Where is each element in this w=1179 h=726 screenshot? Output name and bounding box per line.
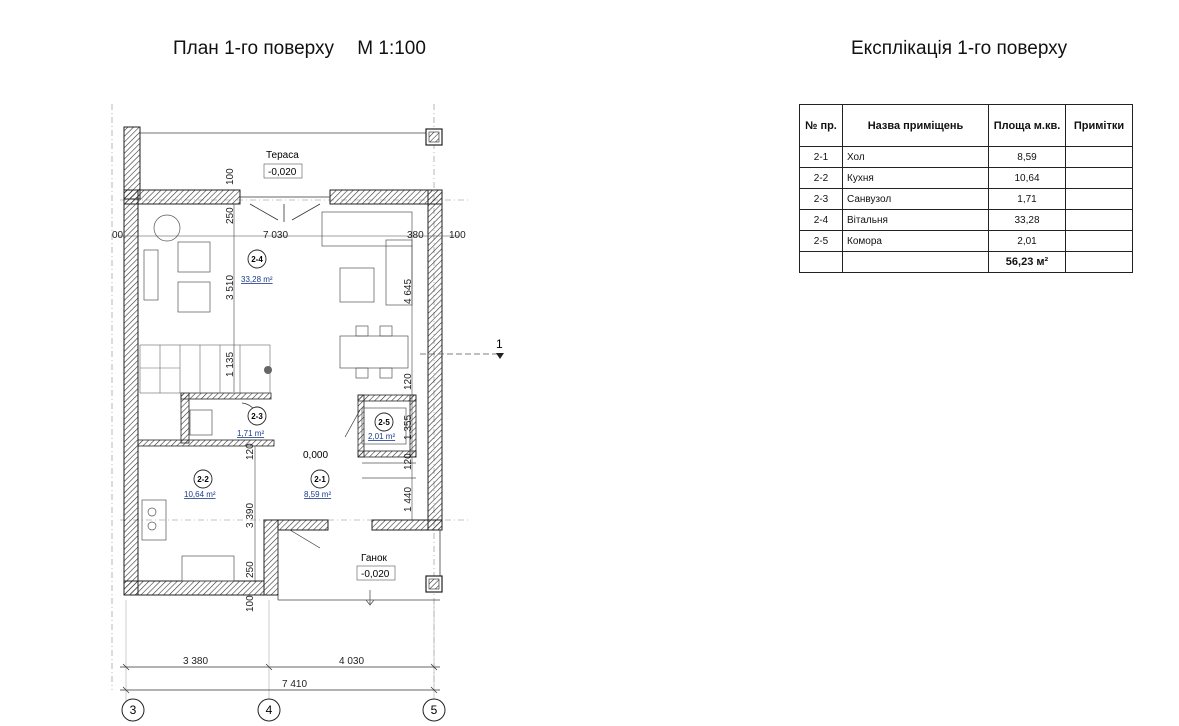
- cell-note: [1066, 147, 1133, 168]
- cell-area: 33,28: [989, 210, 1066, 231]
- svg-text:1,71 m²: 1,71 m²: [237, 429, 265, 438]
- svg-text:2-5: 2-5: [378, 418, 390, 427]
- svg-text:2-2: 2-2: [197, 475, 209, 484]
- axis-marker-3: [122, 699, 144, 721]
- plan-scale: М 1:100: [357, 38, 426, 59]
- dim-120-right-a: 120: [403, 373, 414, 390]
- cell-name: Вітальня: [843, 210, 989, 231]
- floor-level: 0,000: [303, 450, 329, 461]
- room-marker-2-2: [184, 470, 216, 499]
- table-row: [800, 189, 1133, 210]
- table-row: [800, 147, 1133, 168]
- dim-3390: 3 390: [245, 502, 256, 528]
- svg-text:2-3: 2-3: [251, 412, 263, 421]
- table-row: [800, 231, 1133, 252]
- svg-text:33,28 m²: 33,28 m²: [241, 275, 273, 284]
- room-marker-2-5: [368, 413, 395, 441]
- cell-empty: [843, 252, 989, 273]
- interior-walls: [138, 393, 416, 457]
- axis-marker-5: [423, 699, 445, 721]
- cell-note: [1066, 189, 1133, 210]
- dim-100-bottom: 100: [245, 595, 256, 612]
- svg-text:3: 3: [129, 703, 137, 717]
- dim-250-top: 250: [225, 207, 236, 224]
- column-dot: [264, 366, 272, 374]
- total-area: 56,23 м²: [989, 252, 1066, 273]
- dim-120-right-b: 120: [403, 453, 414, 470]
- room-marker-2-4: [241, 250, 273, 284]
- entrance-arrow: [366, 590, 374, 605]
- cell-note: [1066, 168, 1133, 189]
- dim-7410: 7 410: [282, 679, 308, 690]
- dim-4645: 4 645: [403, 278, 414, 304]
- cell-no: 2-2: [800, 168, 843, 189]
- table-row: [800, 210, 1133, 231]
- cell-no: 2-4: [800, 210, 843, 231]
- terrace-column-left: [124, 127, 140, 199]
- dim-4030: 4 030: [339, 656, 365, 667]
- cell-area: 10,64: [989, 168, 1066, 189]
- section-arrow: [496, 353, 504, 359]
- porch-post-inner: [429, 579, 439, 589]
- cell-note: [1066, 231, 1133, 252]
- cell-name: Хол: [843, 147, 989, 168]
- dim-00-left: 00: [112, 230, 124, 241]
- terrace-outline: [140, 133, 426, 190]
- terrace-post-right-inner: [429, 132, 439, 142]
- terrace-label: Тераса: [266, 150, 299, 161]
- dim-380: 380: [407, 230, 424, 241]
- cell-area: 2,01: [989, 231, 1066, 252]
- cell-name: Кухня: [843, 168, 989, 189]
- bottom-dimension-lines: [120, 664, 440, 693]
- exterior-walls: [124, 190, 442, 595]
- cell-empty: [800, 252, 843, 273]
- explication-table: [799, 104, 1133, 273]
- svg-text:2-4: 2-4: [251, 255, 263, 264]
- staircase: [140, 345, 270, 393]
- table-row: [800, 168, 1133, 189]
- dim-100-top: 100: [225, 168, 236, 185]
- cell-area: 1,71: [989, 189, 1066, 210]
- table-header-row: [800, 105, 1133, 147]
- dim-1135: 1 135: [225, 351, 236, 377]
- svg-text:8,59 m²: 8,59 m²: [304, 490, 332, 499]
- cell-no: 2-1: [800, 147, 843, 168]
- svg-text:2-1: 2-1: [314, 475, 326, 484]
- dim-120-left: 120: [245, 443, 256, 460]
- room-marker-2-1: [304, 470, 331, 499]
- axis-guide-lines: [126, 600, 434, 705]
- dim-250-bottom: 250: [245, 561, 256, 578]
- explication-title: Експлікація 1-го поверху: [851, 38, 1068, 59]
- cell-no: 2-3: [800, 189, 843, 210]
- cell-name: Комора: [843, 231, 989, 252]
- header-notes: Примітки: [1066, 105, 1133, 147]
- dim-7030: 7 030: [263, 230, 289, 241]
- dim-3510: 3 510: [225, 274, 236, 300]
- porch-label: Ганок: [361, 553, 387, 564]
- svg-text:5: 5: [430, 703, 438, 717]
- plan-title-text: План 1-го поверху: [173, 38, 334, 59]
- svg-text:10,64 m²: 10,64 m²: [184, 490, 216, 499]
- cell-empty: [1066, 252, 1133, 273]
- axis-marker-4: [258, 699, 280, 721]
- section-mark: 1: [496, 337, 503, 351]
- header-no: № пр.: [800, 105, 843, 147]
- cell-no: 2-5: [800, 231, 843, 252]
- room-marker-2-3: [237, 407, 266, 438]
- porch-outline: [278, 530, 440, 600]
- svg-text:4: 4: [265, 703, 273, 717]
- terrace-level: -0,020: [268, 167, 297, 178]
- dim-1355: 1 355: [403, 414, 414, 440]
- table-total-row: [800, 252, 1133, 273]
- terrace-door: [240, 197, 330, 222]
- header-area: Площа м.кв.: [989, 105, 1066, 147]
- cell-area: 8,59: [989, 147, 1066, 168]
- cell-note: [1066, 210, 1133, 231]
- dim-1440: 1 440: [403, 486, 414, 512]
- dim-100-right: 100: [449, 230, 466, 241]
- dim-3380: 3 380: [183, 656, 209, 667]
- porch-level: -0,020: [361, 569, 390, 580]
- header-name: Назва приміщень: [843, 105, 989, 147]
- svg-text:2,01 m²: 2,01 m²: [368, 432, 396, 441]
- cell-name: Санвузол: [843, 189, 989, 210]
- dimension-labels: [112, 168, 466, 690]
